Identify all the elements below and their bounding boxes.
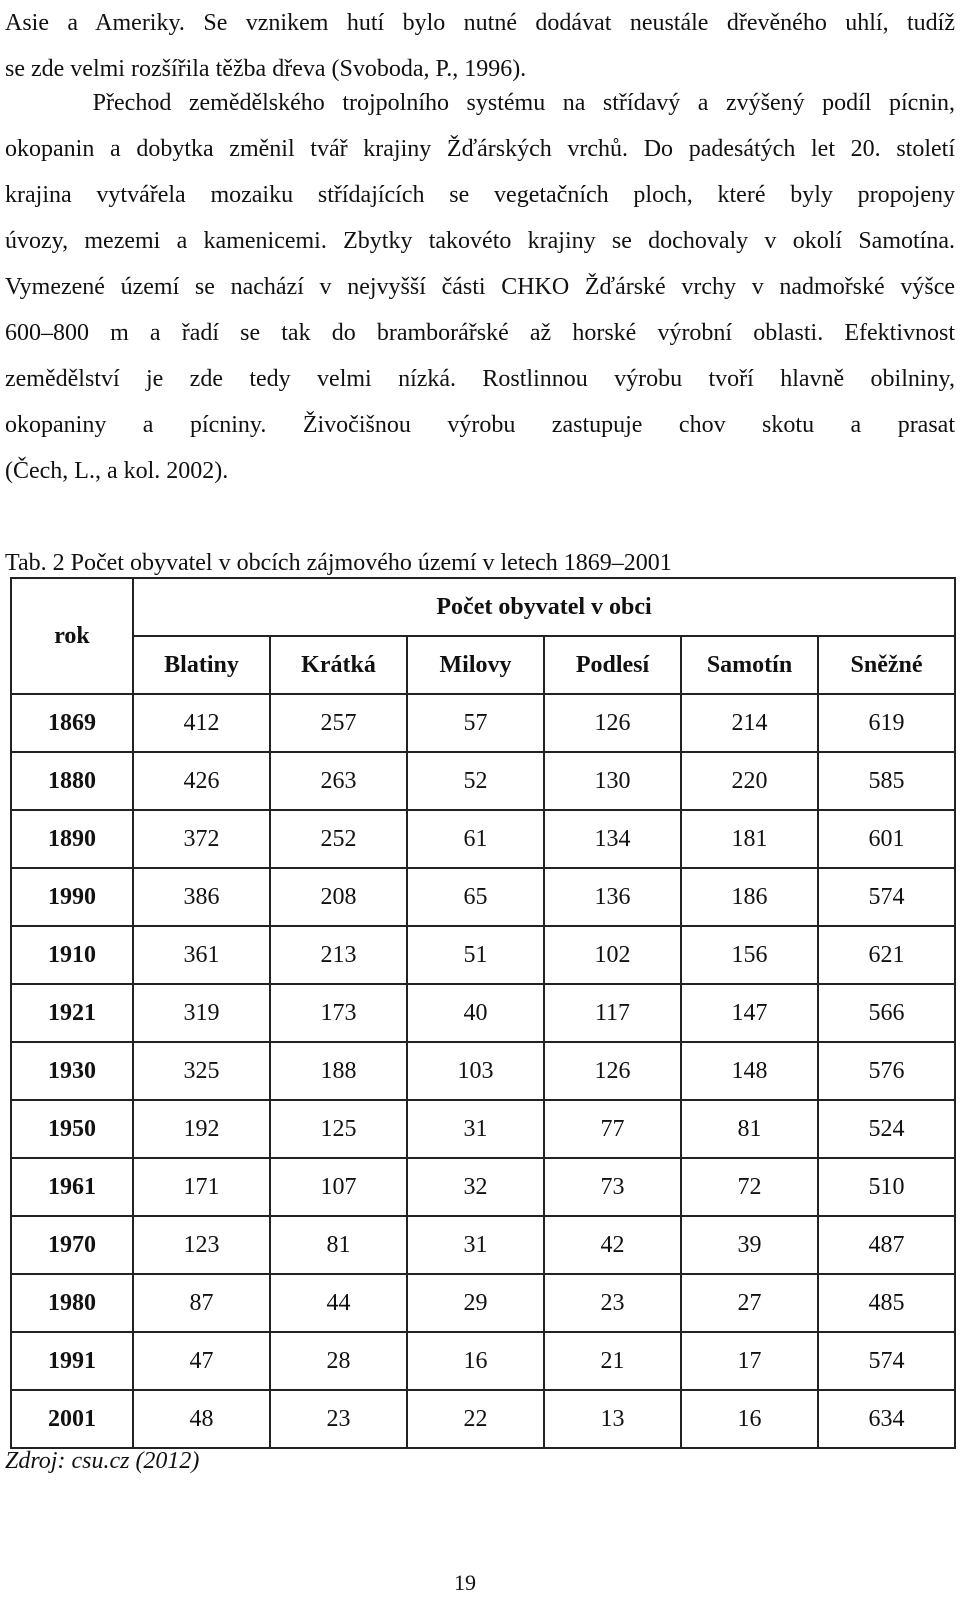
value-cell: 16 bbox=[407, 1332, 544, 1390]
table-row bbox=[11, 984, 955, 1042]
value-cell: 574 bbox=[818, 1332, 955, 1390]
paragraph-line: okopaniny a pícniny. Živočišnou výrobu zastupuje chov skotu a prasat bbox=[5, 412, 955, 438]
column-header: Podlesí bbox=[544, 636, 681, 694]
value-cell: 148 bbox=[681, 1042, 818, 1100]
value-cell: 186 bbox=[681, 868, 818, 926]
value-cell: 576 bbox=[818, 1042, 955, 1100]
page-number: 19 bbox=[454, 1570, 476, 1595]
value-cell: 136 bbox=[544, 868, 681, 926]
table-row bbox=[11, 810, 955, 868]
table-row bbox=[11, 752, 955, 810]
value-cell: 77 bbox=[544, 1100, 681, 1158]
value-cell: 28 bbox=[270, 1332, 407, 1390]
year-cell: 1921 bbox=[11, 984, 133, 1042]
value-cell: 81 bbox=[270, 1216, 407, 1274]
value-cell: 188 bbox=[270, 1042, 407, 1100]
value-cell: 566 bbox=[818, 984, 955, 1042]
year-column-header: rok bbox=[11, 578, 133, 694]
value-cell: 57 bbox=[407, 694, 544, 752]
table-row bbox=[11, 1390, 955, 1448]
value-cell: 125 bbox=[270, 1100, 407, 1158]
table-row bbox=[11, 1216, 955, 1274]
value-cell: 42 bbox=[544, 1216, 681, 1274]
value-cell: 485 bbox=[818, 1274, 955, 1332]
value-cell: 32 bbox=[407, 1158, 544, 1216]
value-cell: 48 bbox=[133, 1390, 270, 1448]
paragraph-line: Asie a Ameriky. Se vznikem hutí bylo nutné dodávat neustále dřevěného uhlí, tudíž bbox=[5, 10, 955, 36]
value-cell: 208 bbox=[270, 868, 407, 926]
value-cell: 619 bbox=[818, 694, 955, 752]
value-cell: 103 bbox=[407, 1042, 544, 1100]
value-cell: 147 bbox=[681, 984, 818, 1042]
year-cell: 1970 bbox=[11, 1216, 133, 1274]
value-cell: 117 bbox=[544, 984, 681, 1042]
value-cell: 102 bbox=[544, 926, 681, 984]
column-header: Blatiny bbox=[133, 636, 270, 694]
value-cell: 134 bbox=[544, 810, 681, 868]
value-cell: 29 bbox=[407, 1274, 544, 1332]
value-cell: 126 bbox=[544, 1042, 681, 1100]
table-caption: Tab. 2 Počet obyvatel v obcích zájmového území v letech 1869–2001 bbox=[5, 550, 672, 576]
table-row bbox=[11, 1100, 955, 1158]
value-cell: 585 bbox=[818, 752, 955, 810]
value-cell: 325 bbox=[133, 1042, 270, 1100]
paragraph-line: Přechod zemědělského trojpolního systému na střídavý a zvýšený podíl pícnin, bbox=[5, 90, 955, 116]
value-cell: 487 bbox=[818, 1216, 955, 1274]
table-header-row bbox=[11, 578, 955, 636]
paragraph-line: krajina vytvářela mozaiku střídajících se vegetačních ploch, které byly propojeny bbox=[5, 182, 955, 208]
table-row bbox=[11, 926, 955, 984]
value-cell: 23 bbox=[544, 1274, 681, 1332]
year-cell: 1890 bbox=[11, 810, 133, 868]
value-cell: 361 bbox=[133, 926, 270, 984]
value-cell: 252 bbox=[270, 810, 407, 868]
paragraph-line: Vymezené území se nachází v nejvyšší části CHKO Žďárské vrchy v nadmořské výšce bbox=[5, 274, 955, 300]
value-cell: 412 bbox=[133, 694, 270, 752]
value-cell: 61 bbox=[407, 810, 544, 868]
year-cell: 1930 bbox=[11, 1042, 133, 1100]
table-source: Zdroj: csu.cz (2012) bbox=[5, 1448, 200, 1474]
value-cell: 173 bbox=[270, 984, 407, 1042]
value-cell: 192 bbox=[133, 1100, 270, 1158]
value-cell: 214 bbox=[681, 694, 818, 752]
value-cell: 574 bbox=[818, 868, 955, 926]
year-cell: 1990 bbox=[11, 868, 133, 926]
value-cell: 426 bbox=[133, 752, 270, 810]
paragraph-line: 600–800 m a řadí se tak do bramborářské až horské výrobní oblasti. Efektivnost bbox=[5, 320, 955, 346]
year-cell: 1869 bbox=[11, 694, 133, 752]
value-cell: 31 bbox=[407, 1216, 544, 1274]
value-cell: 13 bbox=[544, 1390, 681, 1448]
table-subheader-row bbox=[11, 636, 955, 694]
value-cell: 156 bbox=[681, 926, 818, 984]
value-cell: 40 bbox=[407, 984, 544, 1042]
value-cell: 52 bbox=[407, 752, 544, 810]
value-cell: 16 bbox=[681, 1390, 818, 1448]
paragraph-line: zemědělství je zde tedy velmi nízká. Rostlinnou výrobu tvoří hlavně obilniny, bbox=[5, 366, 955, 392]
table-row bbox=[11, 694, 955, 752]
value-cell: 65 bbox=[407, 868, 544, 926]
value-cell: 51 bbox=[407, 926, 544, 984]
paragraph-2 bbox=[5, 80, 955, 494]
value-cell: 386 bbox=[133, 868, 270, 926]
year-cell: 1950 bbox=[11, 1100, 133, 1158]
value-cell: 72 bbox=[681, 1158, 818, 1216]
value-cell: 372 bbox=[133, 810, 270, 868]
value-cell: 47 bbox=[133, 1332, 270, 1390]
paragraph-line: (Čech, L., a kol. 2002). bbox=[5, 458, 229, 484]
value-cell: 123 bbox=[133, 1216, 270, 1274]
value-cell: 17 bbox=[681, 1332, 818, 1390]
value-cell: 81 bbox=[681, 1100, 818, 1158]
value-cell: 21 bbox=[544, 1332, 681, 1390]
value-cell: 130 bbox=[544, 752, 681, 810]
value-cell: 107 bbox=[270, 1158, 407, 1216]
value-cell: 31 bbox=[407, 1100, 544, 1158]
year-cell: 1910 bbox=[11, 926, 133, 984]
paragraph-line: se zde velmi rozšířila těžba dřeva (Svoboda, P., 1996). bbox=[5, 56, 527, 82]
table-row bbox=[11, 868, 955, 926]
column-header: Samotín bbox=[681, 636, 818, 694]
table-body bbox=[11, 694, 955, 1448]
column-header: Krátká bbox=[270, 636, 407, 694]
value-cell: 257 bbox=[270, 694, 407, 752]
table-row bbox=[11, 1274, 955, 1332]
value-cell: 73 bbox=[544, 1158, 681, 1216]
value-cell: 621 bbox=[818, 926, 955, 984]
group-column-header: Počet obyvatel v obci bbox=[133, 578, 955, 636]
value-cell: 213 bbox=[270, 926, 407, 984]
value-cell: 601 bbox=[818, 810, 955, 868]
value-cell: 87 bbox=[133, 1274, 270, 1332]
value-cell: 22 bbox=[407, 1390, 544, 1448]
paragraph-1 bbox=[5, 0, 955, 92]
year-cell: 1961 bbox=[11, 1158, 133, 1216]
paragraph-line: okopanin a dobytka změnil tvář krajiny Žďárských vrchů. Do padesátých let 20. století bbox=[5, 136, 955, 162]
table-row bbox=[11, 1158, 955, 1216]
value-cell: 23 bbox=[270, 1390, 407, 1448]
table-row bbox=[11, 1332, 955, 1390]
table-row bbox=[11, 1042, 955, 1100]
value-cell: 39 bbox=[681, 1216, 818, 1274]
value-cell: 220 bbox=[681, 752, 818, 810]
value-cell: 27 bbox=[681, 1274, 818, 1332]
value-cell: 171 bbox=[133, 1158, 270, 1216]
value-cell: 510 bbox=[818, 1158, 955, 1216]
value-cell: 634 bbox=[818, 1390, 955, 1448]
population-table bbox=[10, 577, 956, 1449]
paragraph-line: úvozy, mezemi a kamenicemi. Zbytky takovéto krajiny se dochovaly v okolí Samotína. bbox=[5, 228, 955, 254]
value-cell: 319 bbox=[133, 984, 270, 1042]
column-header: Sněžné bbox=[818, 636, 955, 694]
value-cell: 44 bbox=[270, 1274, 407, 1332]
value-cell: 181 bbox=[681, 810, 818, 868]
year-cell: 1991 bbox=[11, 1332, 133, 1390]
value-cell: 524 bbox=[818, 1100, 955, 1158]
value-cell: 263 bbox=[270, 752, 407, 810]
year-cell: 1980 bbox=[11, 1274, 133, 1332]
value-cell: 126 bbox=[544, 694, 681, 752]
column-header: Milovy bbox=[407, 636, 544, 694]
year-cell: 1880 bbox=[11, 752, 133, 810]
year-cell: 2001 bbox=[11, 1390, 133, 1448]
